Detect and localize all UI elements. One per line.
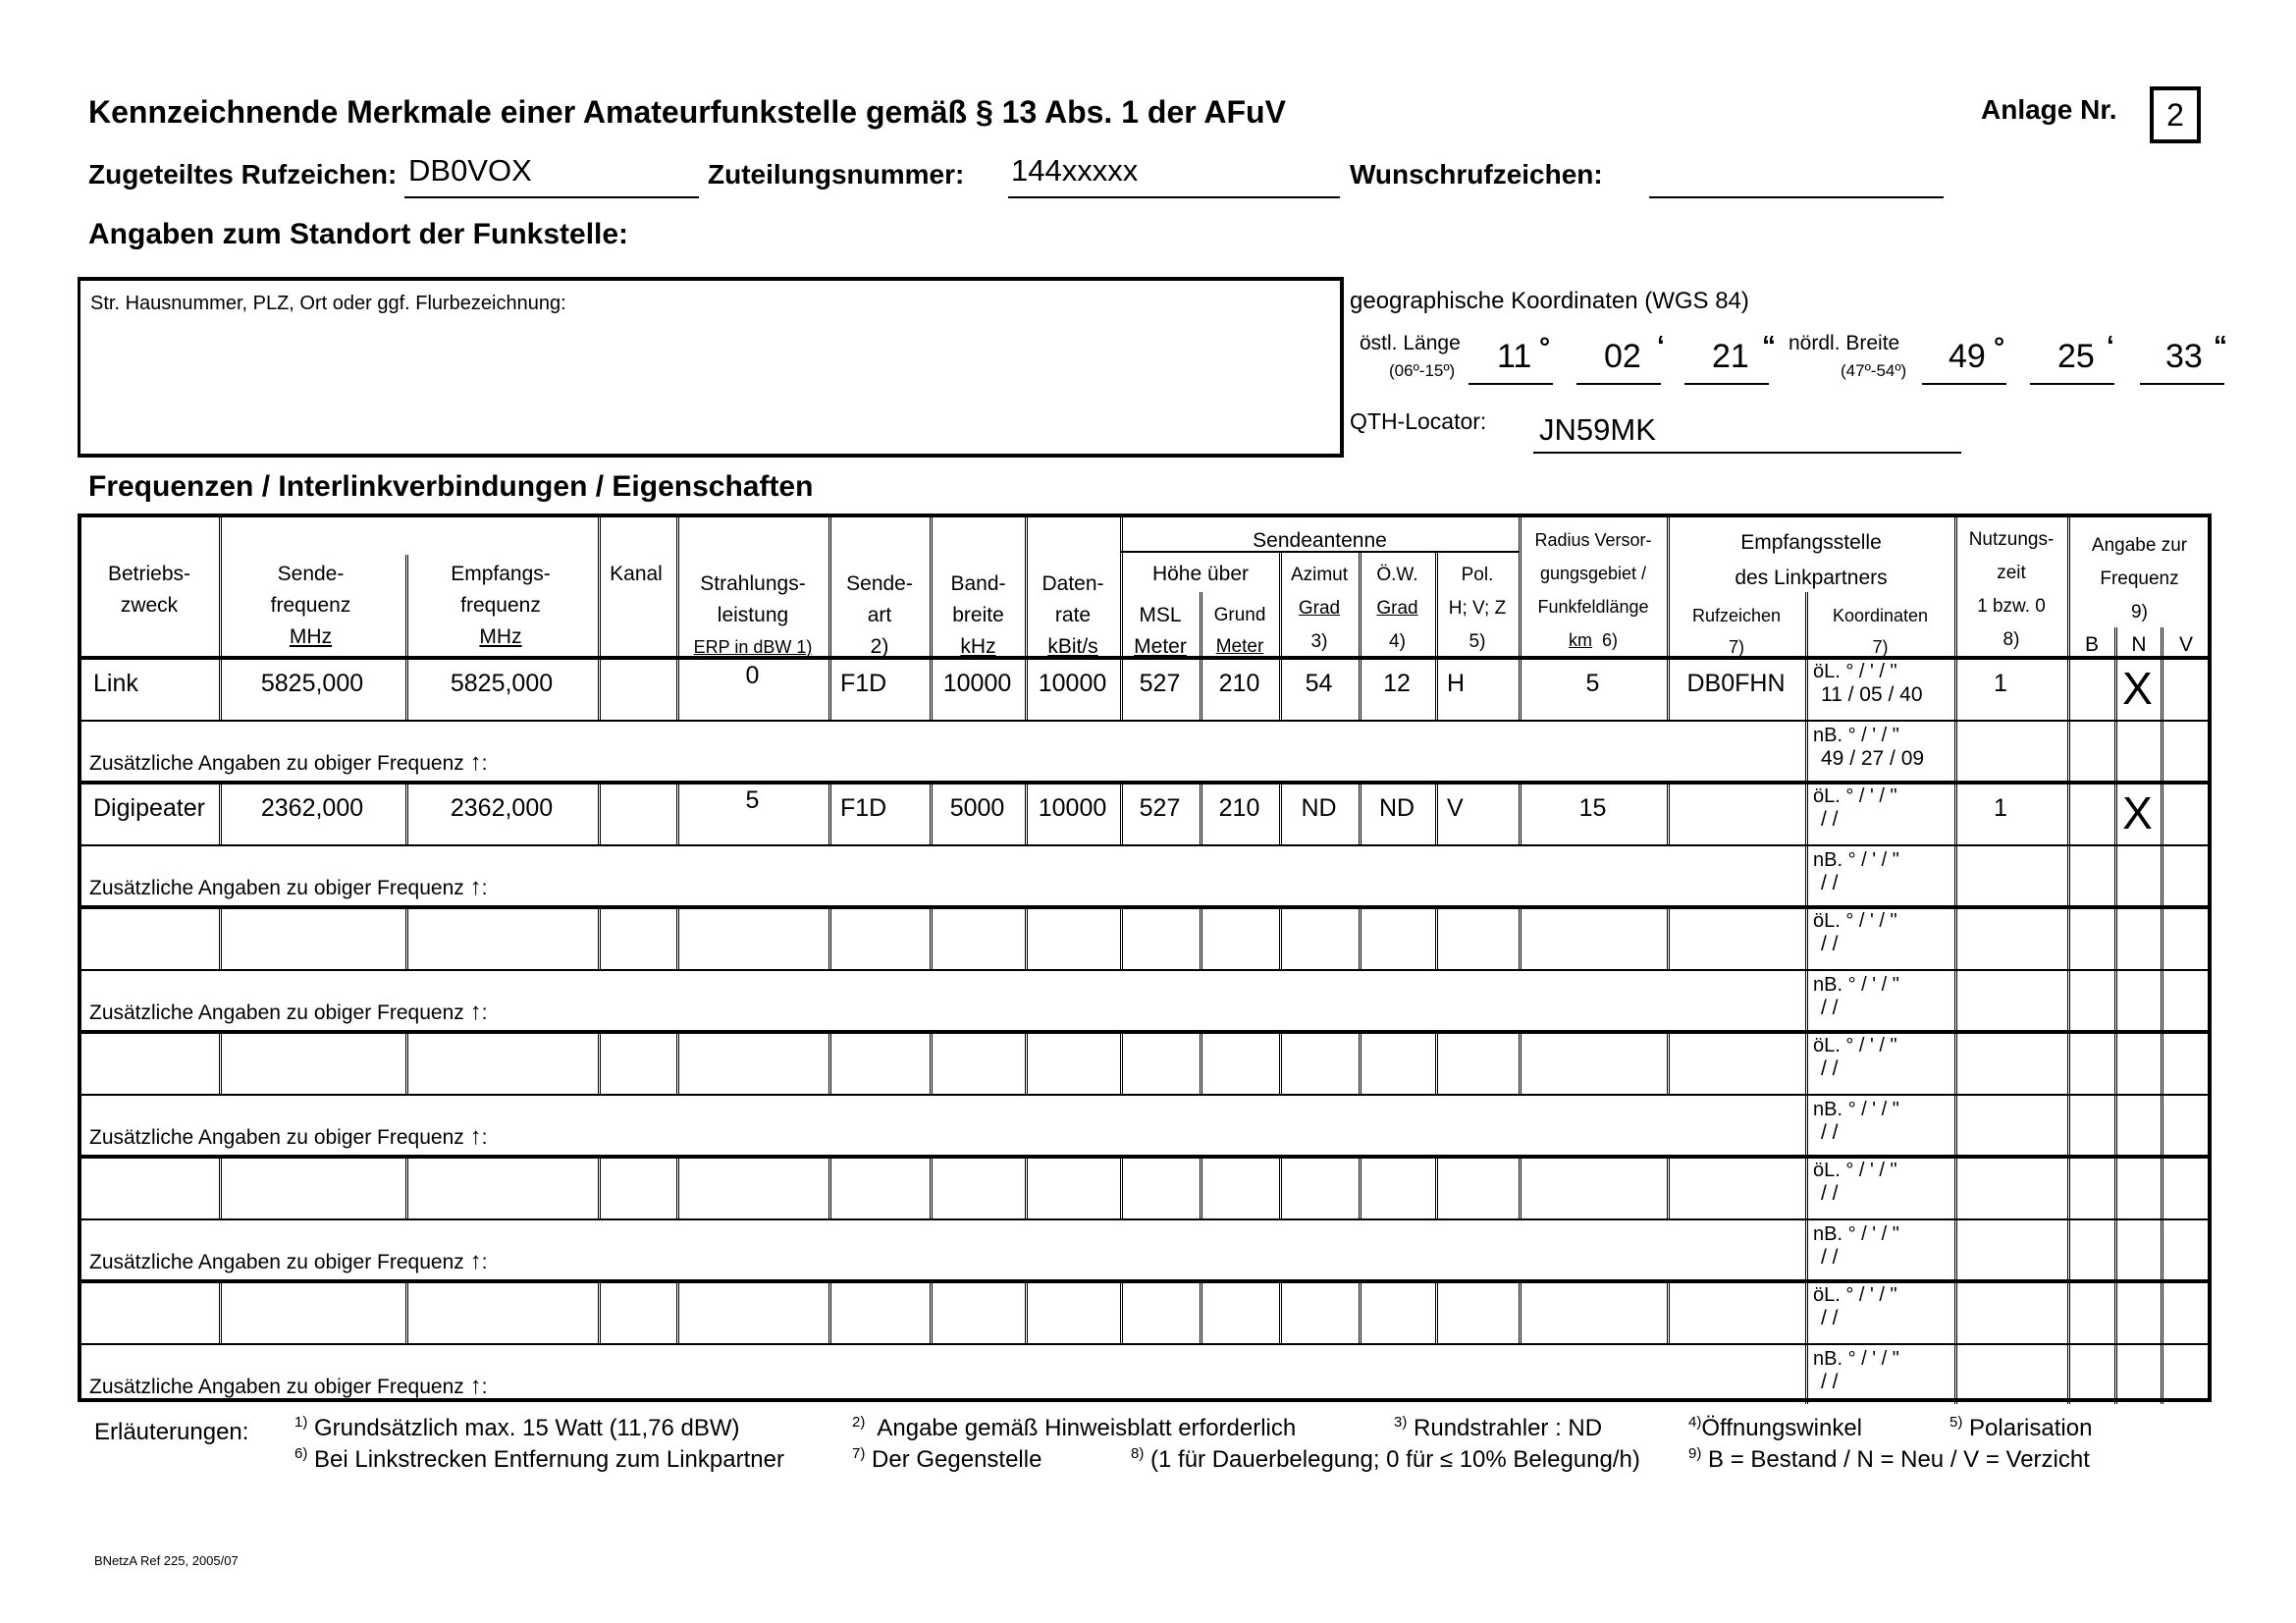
header-col-divider [219,517,222,656]
header-n: N [2131,633,2147,656]
row-col-divider [1279,905,1282,969]
arrow-up-icon: ↑ [469,1373,482,1399]
header-rufzeichen: Rufzeichen 7) [1691,606,1782,657]
rufzeichen-field[interactable]: DB0VOX [408,153,532,188]
row-col-divider [1120,656,1123,720]
header-col-divider [930,517,933,656]
row-col-divider [1954,1279,1957,1404]
row-col-divider [1359,781,1362,844]
cell-koordinaten-nb[interactable]: nB. ° / ' / " / / [1813,1223,1899,1269]
cell-zweck[interactable]: Link [93,670,138,697]
header-sendefrequenz: Sende- frequenz MHz [270,563,351,648]
row-col-divider [1025,905,1028,969]
zus-label: Zusätzliche Angaben zu obiger Frequenz [89,1001,464,1024]
min-symbol: ‘ [2107,330,2114,360]
row-col-divider [1025,781,1028,844]
row-col-divider [828,1155,831,1218]
cell-ow[interactable]: 12 [1383,670,1411,697]
frequenzen-heading: Frequenzen / Interlinkverbindungen / Eigenschaften [88,470,814,503]
row-col-divider [405,781,408,844]
row-col-divider [598,1155,601,1218]
row-col-divider [1435,656,1438,720]
row-col-divider [676,1279,679,1343]
rufzeichen-underline [404,196,699,198]
row-col-divider [2161,1279,2163,1404]
cell-ow[interactable]: ND [1378,794,1415,822]
row-col-divider [1025,656,1028,720]
lon-sec-underline [1684,383,1769,385]
legend-label: Erläuterungen: [94,1419,249,1445]
sec-symbol: “ [2214,330,2227,360]
row-col-divider [405,656,408,720]
form-title: Kennzeichnende Merkmale einer Amateurfunkstelle gemäß § 13 Abs. 1 der AFuV [88,94,1286,130]
header-bandbreite: Band- breite kHz [950,572,1006,658]
cell-koordinaten-ol[interactable]: öL. ° / ' / " / / [1813,1035,1897,1080]
row-col-divider [1435,905,1438,969]
row-col-divider [930,905,933,969]
qth-underline [1533,452,1961,454]
legend-note-7: $^{7)}$ Der Gegenstelle [852,1445,1042,1473]
legend-note-8: $^{8)}$ (1 für Dauerbelegung; 0 für ≤ 10% Belegung/h) [1131,1445,1640,1473]
header-angabe-frequenz: Angabe zur Frequenz 9) [2091,535,2188,622]
lat-deg-field[interactable]: 49 [1949,338,1986,375]
row-divider [81,1218,2208,1220]
header-divider [1120,551,1519,553]
coords-heading: geographische Koordinaten (WGS 84) [1350,288,1749,314]
row-col-divider [1954,905,1957,1030]
row-col-divider [598,1279,601,1343]
row-col-divider [676,905,679,969]
qth-field[interactable]: JN59MK [1539,412,1656,447]
zusaetzliche-angaben-field[interactable]: Zusätzliche Angaben zu obiger Frequenz ↑: [89,874,488,900]
row-col-divider [1359,905,1362,969]
header-col-divider [1120,517,1123,656]
zusaetzliche-angaben-field[interactable]: Zusätzliche Angaben zu obiger Frequenz ↑: [89,1248,488,1274]
standort-heading: Angaben zum Standort der Funkstelle: [88,218,629,250]
row-col-divider [2067,656,2070,781]
zus-label: Zusätzliche Angaben zu obiger Frequenz [89,1126,464,1149]
row-col-divider [1025,1155,1028,1218]
cell-nutzungszeit[interactable]: 1 [1994,794,2007,822]
row-divider [81,969,2208,971]
row-col-divider [2114,1155,2117,1279]
arrow-up-icon: ↑ [469,1248,482,1274]
row-col-divider [930,781,933,844]
header-col-divider [1279,551,1282,656]
row-col-divider [1435,781,1438,844]
header-kanal: Kanal [610,563,663,585]
row-divider [81,1094,2208,1096]
cell-koordinaten-ol[interactable]: öL. ° / ' / " / / [1813,785,1897,831]
cell-nutzungszeit[interactable]: 1 [1994,670,2007,697]
row-col-divider [1667,781,1670,844]
zusaetzliche-angaben-field[interactable]: Zusätzliche Angaben zu obiger Frequenz ↑: [89,749,488,776]
sec-symbol: “ [1762,330,1776,360]
header-col-divider [1954,517,1957,656]
header-col-divider [676,517,679,656]
row-col-divider [1667,905,1670,969]
cell-rufz[interactable]: DB0FHN [1686,670,1786,697]
header-empfangsstelle: Empfangsstelle des Linkpartners [1735,531,1888,589]
frequency-table [78,514,2212,1402]
row-col-divider [2067,1155,2070,1279]
row-col-divider [1279,656,1282,720]
row-col-divider [1519,781,1522,844]
arrow-up-icon: ↑ [469,999,482,1025]
header-col-divider [1519,517,1522,656]
lat-min-underline [2030,383,2114,385]
row-col-divider [1667,1279,1670,1343]
deg-symbol: ° [1539,332,1551,362]
lon-min-underline [1576,383,1661,385]
lat-deg-underline [1922,383,2006,385]
checkbox-n[interactable]: X [2122,787,2153,839]
cell-azimut[interactable]: ND [1301,794,1337,822]
row-col-divider [1667,1030,1670,1094]
header-datenrate: Daten- rate kBit/s [1041,572,1104,658]
lon-sec-field[interactable]: 21 [1712,338,1749,375]
header-col-divider [598,517,601,656]
zusaetzliche-angaben-field[interactable]: Zusätzliche Angaben zu obiger Frequenz ↑: [89,1373,488,1399]
row-col-divider [828,905,831,969]
header-col-divider [2067,517,2070,656]
cell-msl[interactable]: 527 [1139,794,1181,822]
cell-art[interactable]: F1D [840,794,887,822]
header-betriebszweck: Betriebs- zweck [107,563,191,617]
row-col-divider [676,656,679,720]
legend-note-9: $^{9)}$ B = Bestand / N = Neu / V = Verzicht [1688,1445,2090,1473]
cell-msl[interactable]: 527 [1139,670,1181,697]
row-col-divider [1359,656,1362,720]
cell-koordinaten-nb[interactable]: nB. ° / ' / " / / [1813,1348,1899,1393]
wunschrufzeichen-label: Wunschrufzeichen: [1350,159,1603,189]
row-col-divider [1435,1155,1438,1218]
lon-label: östl. Länge [1360,332,1461,354]
lon-min-field[interactable]: 02 [1604,338,1641,375]
row-col-divider [1667,1155,1670,1218]
cell-sende[interactable]: 2362,000 [260,794,364,822]
header-col-divider [2161,627,2163,656]
cell-zweck[interactable]: Digipeater [93,794,205,822]
row-col-divider [1954,1030,1957,1155]
arrow-up-icon: ↑ [469,749,482,776]
row-col-divider [219,905,222,969]
row-col-divider [1279,1279,1282,1343]
row-col-divider [1519,1030,1522,1094]
legend-note-1: $^{1)}$ Grundsätzlich max. 15 Watt (11,76 dBW) [294,1414,740,1441]
row-col-divider [2161,781,2163,905]
header-oeffnungswinkel: Ö.W. Grad 4) [1376,565,1418,652]
row-col-divider [1519,1155,1522,1218]
row-col-divider [1359,1279,1362,1343]
row-col-divider [1805,1155,1808,1279]
header-col-divider [1435,551,1438,656]
header-col-divider [1200,592,1202,656]
row-col-divider [2067,781,2070,905]
row-col-divider [1279,1155,1282,1218]
header-col-divider [1805,592,1808,656]
header-msl: MSL Meter [1134,604,1187,658]
row-divider [81,1343,2208,1345]
cell-pol[interactable]: H [1447,670,1466,697]
row-col-divider [405,1155,408,1218]
row-col-divider [219,1279,222,1343]
row-col-divider [2114,905,2117,1030]
header-empfangsfrequenz: Empfangs- frequenz MHz [451,563,551,648]
legend-note-3: $^{3)}$ Rundstrahler : ND [1394,1414,1603,1441]
deg-symbol: ° [1994,332,2005,362]
header-sendeantenne: Sendeantenne [1253,529,1387,552]
cell-daten[interactable]: 10000 [1038,794,1107,822]
row-col-divider [1200,1155,1202,1218]
lon-deg-underline [1468,383,1553,385]
header-hoehe: Höhe über [1151,563,1250,585]
row-col-divider [1025,1279,1028,1343]
cell-empf[interactable]: 5825,000 [450,670,554,697]
row-col-divider [1359,1155,1362,1218]
cell-koordinaten-ol[interactable]: öL. ° / ' / " / / [1813,1284,1897,1329]
row-col-divider [930,1030,933,1094]
header-col-divider [2114,627,2117,656]
row-col-divider [1435,1030,1438,1094]
row-col-divider [405,1279,408,1343]
row-col-divider [676,1155,679,1218]
zusaetzliche-angaben-field[interactable]: Zusätzliche Angaben zu obiger Frequenz ↑: [89,1123,488,1150]
cell-grund[interactable]: 210 [1218,670,1260,697]
row-col-divider [828,1279,831,1343]
row-col-divider [405,1030,408,1094]
lon-range: (06º-15º) [1389,361,1456,380]
header-col-divider [1025,517,1028,656]
arrow-up-icon: ↑ [469,874,482,900]
cell-koordinaten-nb[interactable]: nB. ° / ' / " 49 / 27 / 09 [1813,725,1925,770]
row-col-divider [219,1030,222,1094]
lat-label: nördl. Breite [1789,332,1900,354]
row-col-divider [1519,905,1522,969]
cell-koordinaten-ol[interactable]: öL. ° / ' / " / / [1813,910,1897,955]
row-col-divider [219,1155,222,1218]
row-col-divider [676,781,679,844]
cell-grund[interactable]: 210 [1218,794,1260,822]
cell-empf[interactable]: 2362,000 [450,794,554,822]
legend-note-4: $^{4)}$Öffnungswinkel [1688,1414,1862,1441]
cell-erp[interactable]: 5 [745,786,760,814]
header-col-divider [1359,551,1362,656]
cell-koordinaten-ol[interactable]: öL. ° / ' / " 11 / 05 / 40 [1813,661,1923,706]
row-col-divider [2161,905,2163,1030]
cell-daten[interactable]: 10000 [1038,670,1107,697]
row-col-divider [1200,781,1202,844]
cell-erp[interactable]: 0 [745,662,760,689]
form-reference: BNetzA Ref 225, 2005/07 [94,1553,239,1568]
row-col-divider [930,1279,933,1343]
row-col-divider [930,1155,933,1218]
header-v: V [2178,633,2193,656]
row-col-divider [1805,905,1808,1030]
row-col-divider [2114,1279,2117,1404]
row-col-divider [1519,1279,1522,1343]
row-col-divider [1359,1030,1362,1094]
legend-note-2: $^{2)}$ Angabe gemäß Hinweisblatt erforderlich [852,1414,1297,1441]
row-col-divider [1200,1030,1202,1094]
cell-koordinaten-nb[interactable]: nB. ° / ' / " / / [1813,849,1899,894]
zusaetzliche-angaben-field[interactable]: Zusätzliche Angaben zu obiger Frequenz ↑: [89,999,488,1025]
row-col-divider [1435,1279,1438,1343]
row-col-divider [2067,905,2070,1030]
cell-band[interactable]: 10000 [942,670,1012,697]
row-col-divider [1279,781,1282,844]
header-col-divider [1667,517,1670,656]
row-col-divider [2067,1030,2070,1155]
row-col-divider [1120,905,1123,969]
row-col-divider [828,1030,831,1094]
header-sendeart: Sende- art 2) [846,572,913,658]
row-col-divider [1120,1030,1123,1094]
row-col-divider [1279,1030,1282,1094]
row-col-divider [598,656,601,720]
arrow-up-icon: ↑ [469,1123,482,1150]
row-col-divider [1519,656,1522,720]
cell-radius[interactable]: 5 [1585,670,1600,697]
header-radius: Radius Versor- gungsgebiet / Funkfeldlänge km 6) [1534,530,1652,650]
row-col-divider [219,781,222,844]
zus-label: Zusätzliche Angaben zu obiger Frequenz [89,1251,464,1273]
row-col-divider [1667,656,1670,720]
lat-range: (47º-54º) [1841,361,1907,380]
anlage-label: Anlage Nr. [1981,94,2117,125]
row-col-divider [1805,656,1808,781]
cell-pol[interactable]: V [1447,794,1464,822]
row-col-divider [1954,1155,1957,1279]
anlage-number-field[interactable]: 2 [2150,86,2201,143]
row-col-divider [1025,1030,1028,1094]
row-divider [81,844,2208,846]
row-col-divider [1954,781,1957,905]
row-col-divider [1200,1279,1202,1343]
header-polarisation: Pol. H; V; Z 5) [1448,565,1507,652]
row-col-divider [598,1030,601,1094]
address-label: Str. Hausnummer, PLZ, Ort oder ggf. Flurbezeichnung: [90,293,566,314]
row-col-divider [1805,1030,1808,1155]
lat-min-field[interactable]: 25 [2057,338,2095,375]
row-col-divider [1805,1279,1808,1404]
row-col-divider [2067,1279,2070,1404]
lat-sec-field[interactable]: 33 [2165,338,2203,375]
header-azimut: Azimut Grad 3) [1290,565,1349,652]
checkbox-n[interactable]: X [2122,663,2153,714]
row-col-divider [2161,656,2163,781]
row-col-divider [676,1030,679,1094]
row-col-divider [1954,656,1957,781]
cell-radius[interactable]: 15 [1578,794,1607,822]
row-divider [81,720,2208,722]
row-col-divider [1200,656,1202,720]
cell-sende[interactable]: 5825,000 [260,670,364,697]
header-col-divider [405,555,408,656]
row-col-divider [598,781,601,844]
cell-koordinaten-ol[interactable]: öL. ° / ' / " / / [1813,1160,1897,1205]
row-col-divider [2161,1030,2163,1155]
header-col-divider [828,517,831,656]
row-col-divider [2114,1030,2117,1155]
header-nutzungszeit: Nutzungs- zeit 1 bzw. 0 8) [1968,529,2055,650]
row-col-divider [2161,1155,2163,1279]
row-col-divider [1120,781,1123,844]
header-strahlungsleistung: Strahlungs- leistung ERP in dBW 1) [693,572,813,657]
row-col-divider [598,905,601,969]
cell-azimut[interactable]: 54 [1305,670,1333,697]
row-col-divider [1120,1279,1123,1343]
cell-art[interactable]: F1D [840,670,887,697]
row-col-divider [828,656,831,720]
cell-koordinaten-nb[interactable]: nB. ° / ' / " / / [1813,974,1899,1019]
legend-note-5: $^{5)}$ Polarisation [1949,1414,2093,1441]
row-col-divider [828,781,831,844]
zuteilungsnummer-field[interactable]: 144xxxxx [1011,153,1139,188]
cell-koordinaten-nb[interactable]: nB. ° / ' / " / / [1813,1099,1899,1144]
cell-band[interactable]: 5000 [949,794,1005,822]
row-col-divider [1200,905,1202,969]
header-koordinaten: Koordinaten 7) [1832,606,1929,657]
lon-deg-field[interactable]: 11 [1497,338,1532,375]
row-col-divider [405,905,408,969]
address-field[interactable] [78,277,1344,458]
zus-label: Zusätzliche Angaben zu obiger Frequenz [89,1376,464,1398]
zuteilungsnummer-label: Zuteilungsnummer: [708,159,965,189]
min-symbol: ‘ [1657,330,1665,360]
zuteilungsnummer-underline [1008,196,1340,198]
header-grund: Grund Meter [1213,605,1266,657]
rufzeichen-label: Zugeteiltes Rufzeichen: [88,159,398,189]
row-col-divider [1805,781,1808,905]
row-col-divider [930,656,933,720]
lat-sec-underline [2140,383,2224,385]
wunschrufzeichen-underline [1649,196,1944,198]
qth-label: QTH-Locator: [1350,408,1487,434]
zus-label: Zusätzliche Angaben zu obiger Frequenz [89,877,464,899]
zus-label: Zusätzliche Angaben zu obiger Frequenz [89,752,464,775]
legend-note-6: $^{6)}$ Bei Linkstrecken Entfernung zum Linkpartner [294,1445,784,1473]
header-b: B [2084,633,2099,656]
row-col-divider [1120,1155,1123,1218]
row-col-divider [219,656,222,720]
